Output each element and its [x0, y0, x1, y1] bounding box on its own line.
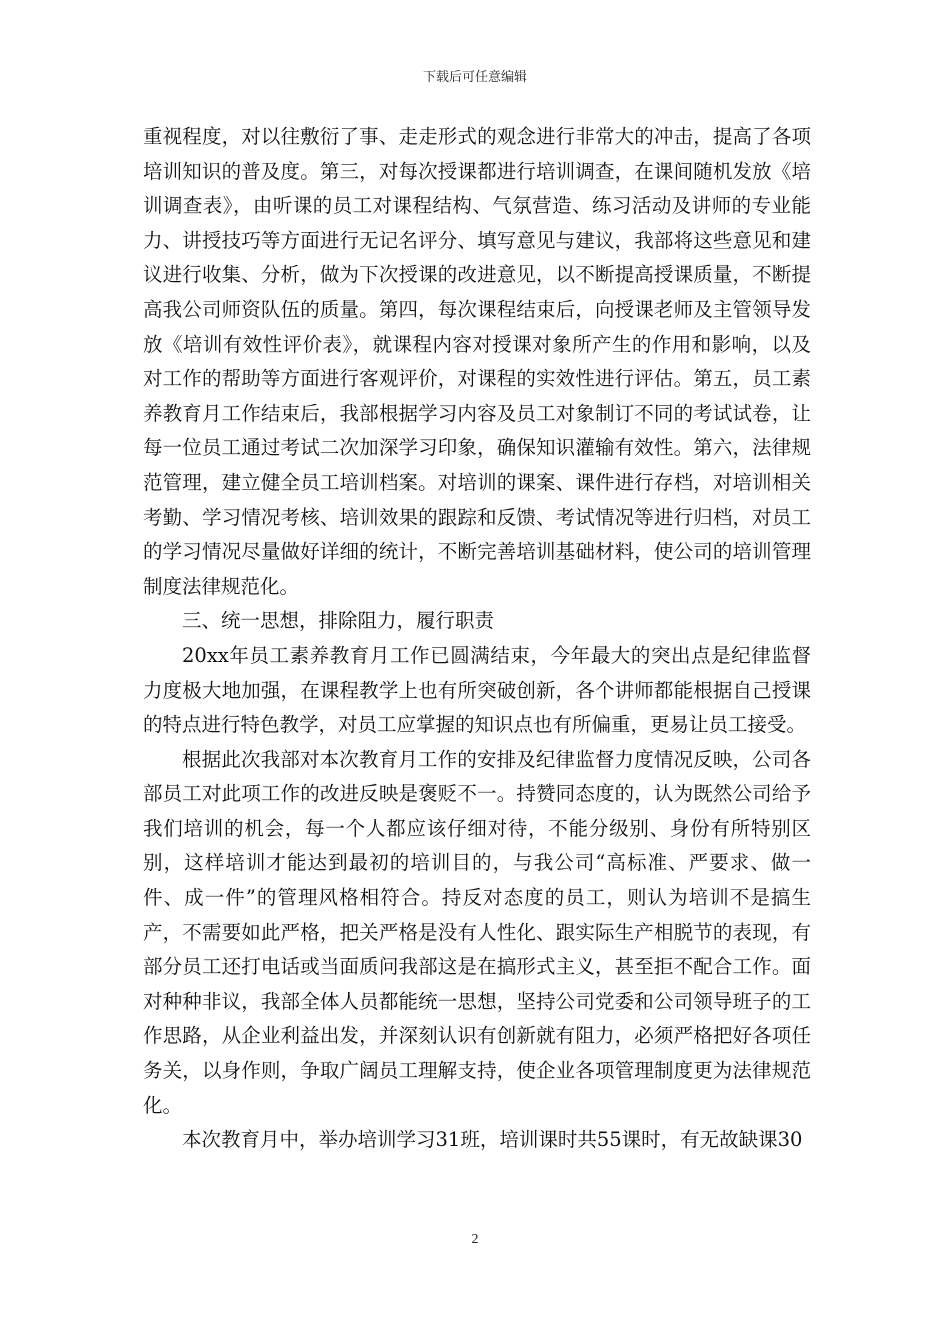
- paragraph-feedback: 根据此次我部对本次教育月工作的安排及纪律监督力度情况反映，公司各部员工对此项工作的改进反映是褒贬不一。持赞同态度的，认为既然公司给予我们培训的机会，每一个人都应该仔细对待，不能分级别、身份有所特别区别，这样培训才能达到最初的培训目的，与我公司“高标准、严要求、做一件、成一件”的管理风格相符合。持反对态度的员工，则认为培训不是搞生产，不需要如此严格，把关严格是没有人性化、跟实际生产相脱节的表现，有部分员工还打电话或当面质问我部这是在搞形式主义，甚至拒不配合工作。面对种种非议，我部全体人员都能统一思想，坚持公司党委和公司领导班子的工作思路，从企业利益出发，并深刻认识有创新就有阻力，必须严格把好各项任务关，以身作则，争取广阔员工理解支持，使企业各项管理制度更为法律规范化。: [143, 747, 811, 1117]
- paragraph-continuation: 重视程度，对以往敷衍了事、走走形式的观念进行非常大的冲击，提高了各项培训知识的普及度。第三，对每次授课都进行培训调查，在课间随机发放《培训调查表》，由听课的员工对课程结构、气氛营造、练习活动及讲师的专业能力、讲授技巧等方面进行无记名评分、填写意见与建议，我部将这些意见和建议进行收集、分析，做为下次授课的改进意见，以不断提高授课质量，不断提高我公司师资队伍的质量。第四，每次课程结束后，向授课老师及主管领导发放《培训有效性评价表》，就课程内容对授课对象所产生的作用和影响，以及对工作的帮助等方面进行客观评价，对课程的实效性进行评估。第五，员工素养教育月工作结束后，我部根据学习内容及员工对象制订不同的考试试卷，让每一位员工通过考试二次加深学习印象，确保知识灌输有效性。第六，法律规范管理，建立健全员工培训档案。对培训的课案、课件进行存档，对培训相关考勤、学习情况考核、培训效果的跟踪和反馈、考试情况等进行归档，对员工的学习情况尽量做好详细的统计，不断完善培训基础材料，使公司的培训管理制度法律规范化。: [143, 125, 811, 598]
- paragraph-statistics: 本次教育月中，举办培训学习31班，培训课时共55课时，有无故缺课30: [182, 1128, 803, 1152]
- document-body: [143, 120, 811, 1158]
- page-header: 下载后可任意编辑: [422, 70, 527, 85]
- paragraph-summary: 20xx年员工素养教育月工作已圆满结束，今年最大的突出点是纪律监督力度极大地加强，在课程教学上也有所突破创新，各个讲师都能根据自己授课的特点进行特色教学，对员工应掌握的知识点也有所偏重，更易让员工接受。: [143, 643, 811, 737]
- section-heading: 三、统一思想，排除阻力，履行职责: [182, 609, 495, 633]
- page-number: 2: [471, 1232, 479, 1247]
